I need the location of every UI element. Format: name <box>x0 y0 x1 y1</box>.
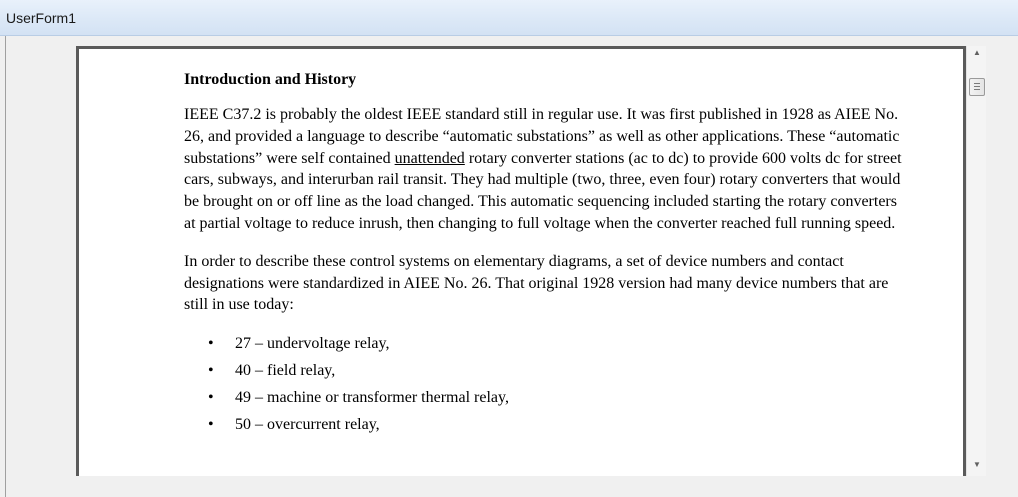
document-viewer[interactable] <box>76 46 966 476</box>
list-item <box>184 332 904 359</box>
scroll-down-arrow-icon[interactable]: ▼ <box>973 460 981 469</box>
title-bar[interactable] <box>0 0 1018 36</box>
list-item <box>184 413 904 440</box>
window-title: UserForm1 <box>6 10 77 26</box>
bullet-icon: • <box>208 335 214 353</box>
grip-line <box>974 83 980 84</box>
paragraph-history-text-b: rotary converter stations (ac to dc) to provide 600 volts dc for street cars, subways, and interurban rail transit. They had multiple (two, three, even four) rotary converters that would be brought on or off line as the load changed. This automatic sequencing included starting the rotary converters at partial voltage to reduce inrush, then changing to full voltage when the converter reached full running speed. <box>184 149 902 232</box>
scrollbar-thumb[interactable] <box>969 78 985 96</box>
paragraph-history-text-a: IEEE C37.2 is probably the oldest IEEE standard still in regular use. It was first published in 1928 as AIEE No. 26, and provided a language to describe “automatic substations” as well as other applications. These “automatic substations” were self contained <box>184 106 900 167</box>
list-item-text: 27 – undervoltage relay, <box>235 335 390 353</box>
bullet-icon: • <box>208 362 214 380</box>
document-content <box>184 69 904 440</box>
list-item-text: 40 – field relay, <box>235 362 336 380</box>
bullet-icon: • <box>208 416 214 434</box>
bullet-icon: • <box>208 389 214 407</box>
paragraph-history <box>184 104 904 235</box>
list-item <box>184 386 904 413</box>
list-item-text: 49 – machine or transformer thermal relay, <box>235 389 509 407</box>
scroll-up-arrow-icon[interactable]: ▲ <box>973 48 981 57</box>
list-item-text: 50 – overcurrent relay, <box>235 416 380 434</box>
underlined-word: unattended <box>394 149 465 167</box>
device-number-list <box>184 332 904 440</box>
vertical-scrollbar[interactable] <box>966 46 986 476</box>
grip-line <box>974 86 980 87</box>
list-item <box>184 359 904 386</box>
paragraph-device-numbers: In order to describe these control systems on elementary diagrams, a set of device numbers and contact designations were standardized in AIEE No. 26. That original 1928 version had many device numbers that are still in use today: <box>184 252 889 314</box>
section-heading: Introduction and History <box>184 71 357 88</box>
grip-line <box>974 89 980 90</box>
